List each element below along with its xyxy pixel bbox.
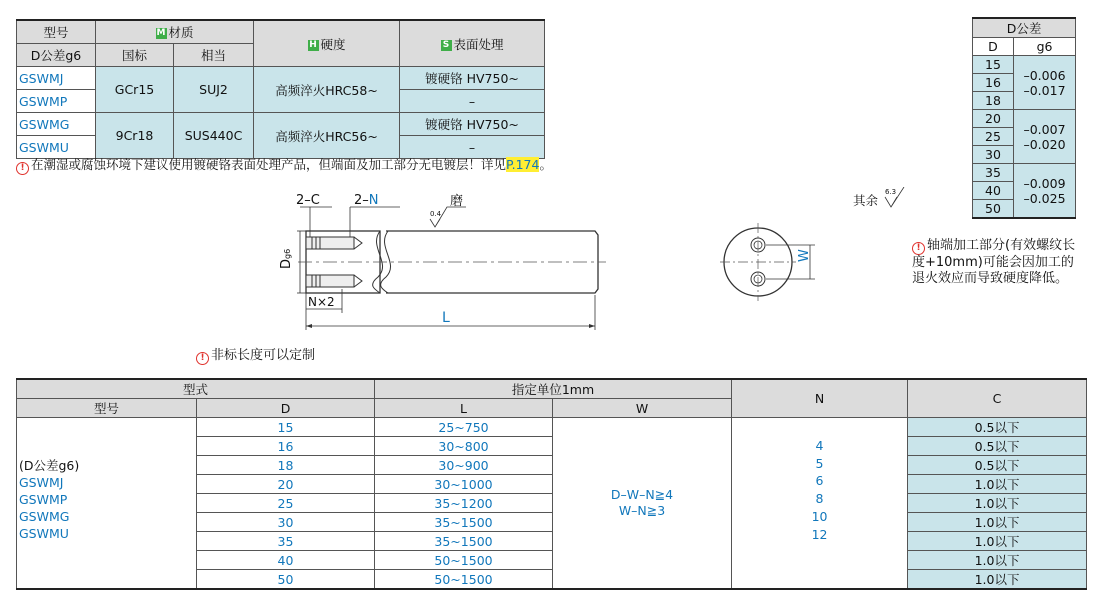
gb-cell: 9Cr18 [96, 113, 174, 159]
header-model: 型号 [17, 20, 96, 44]
n-value: 6 [815, 473, 824, 489]
roughness-symbol-icon [882, 187, 908, 211]
spec-table [16, 378, 1087, 590]
model-tol-label: (D公差g6) [19, 458, 80, 473]
material-badge: M [156, 28, 166, 38]
plating-note: ! 在潮湿或腐蚀环境下建议使用镀硬铬表面处理产品，但端面及加工部分无电镀层！详见P.174。 [16, 157, 552, 175]
model-name: GSWMP [19, 492, 68, 507]
tol-d-cell: 35 [973, 164, 1014, 182]
l-cell: 30~1000 [375, 475, 553, 494]
c-cell: 0.5以下 [908, 418, 1087, 437]
header-gb: 国标 [96, 44, 174, 67]
d-tolerance-table [972, 17, 1076, 219]
model-name: GSWMJ [19, 475, 64, 490]
page-link[interactable]: P.174 [506, 157, 540, 172]
surface-cell: – [400, 136, 545, 159]
c-cell: 1.0以下 [908, 475, 1087, 494]
tol-title: D公差 [973, 18, 1076, 38]
tol-d-cell: 15 [973, 56, 1014, 74]
label-w: W [797, 249, 812, 262]
custom-length-note: ! 非标长度可以定制 [196, 348, 315, 365]
c-cell: 1.0以下 [908, 513, 1087, 532]
tol-d-cell: 40 [973, 182, 1014, 200]
label-grind: 磨 [450, 194, 464, 209]
hardness-cell: 高频淬火HRC56~ [254, 113, 400, 159]
header-c: C [908, 379, 1087, 418]
surface-cell: 镀硬铬 HV750~ [400, 113, 545, 136]
svg-text:6.3: 6.3 [885, 188, 897, 196]
l-cell: 35~1200 [375, 494, 553, 513]
surface-cell: – [400, 90, 545, 113]
model-name: GSWMU [19, 526, 69, 541]
n-list-cell [732, 418, 908, 590]
header-hardness: H 硬度 [254, 20, 400, 67]
l-cell: 25~750 [375, 418, 553, 437]
c-cell: 0.5以下 [908, 437, 1087, 456]
tol-d-cell: 18 [973, 92, 1014, 110]
header-material: M 材质 [96, 20, 254, 44]
tol-range-cell: –0.007 –0.020 [1014, 110, 1076, 164]
tol-d-cell: 20 [973, 110, 1014, 128]
d-cell: 30 [197, 513, 375, 532]
c-cell: 1.0以下 [908, 532, 1087, 551]
w-rule-cell: D–W–N≧4 W–N≧3 [553, 418, 732, 590]
tol-range-cell: –0.009 –0.025 [1014, 164, 1076, 219]
d-cell: 20 [197, 475, 375, 494]
d-cell: 50 [197, 570, 375, 590]
roughness-rest: 其余 6.3 [853, 187, 908, 211]
header-type: 型式 [17, 379, 375, 399]
caution-icon: ! [912, 242, 925, 255]
tol-d-cell: 16 [973, 74, 1014, 92]
l-cell: 30~800 [375, 437, 553, 456]
hardness-cell: 高频淬火HRC58~ [254, 67, 400, 113]
label-dg6: Dg6 [279, 248, 294, 269]
header-unit: 指定单位1mm [375, 379, 732, 399]
threaded-hole [306, 237, 354, 249]
model-list-cell [17, 418, 197, 590]
caution-icon: ! [16, 162, 29, 175]
c-cell: 1.0以下 [908, 570, 1087, 590]
d-cell: 35 [197, 532, 375, 551]
model-cell: GSWMG [17, 113, 96, 136]
n-value: 10 [811, 508, 828, 524]
d-cell: 25 [197, 494, 375, 513]
n-value: 5 [815, 455, 824, 471]
d-cell: 15 [197, 418, 375, 437]
header-model: 型号 [17, 399, 197, 418]
c-cell: 1.0以下 [908, 551, 1087, 570]
model-name: GSWMG [19, 509, 70, 524]
l-cell: 35~1500 [375, 532, 553, 551]
l-cell: 30~900 [375, 456, 553, 475]
label-nx2: N×2 [308, 295, 335, 309]
c-cell: 0.5以下 [908, 456, 1087, 475]
header-surface: S 表面处理 [400, 20, 545, 67]
tol-range-cell: –0.006 –0.017 [1014, 56, 1076, 110]
d-cell: 18 [197, 456, 375, 475]
header-dtol: D公差g6 [17, 44, 96, 67]
anneal-note: ! 轴端加工部分(有效螺纹长度+10mm)可能会因加工的退火效应而导致硬度降低。 [912, 238, 1076, 286]
header-l: L [375, 399, 553, 418]
tol-d-cell: 50 [973, 200, 1014, 219]
label-2n: 2–N [354, 193, 379, 208]
roughness-04: 0.4 [430, 210, 442, 218]
tol-d-cell: 30 [973, 146, 1014, 164]
material-table [16, 19, 545, 159]
c-cell: 1.0以下 [908, 494, 1087, 513]
header-w: W [553, 399, 732, 418]
header-equiv: 相当 [174, 44, 254, 67]
n-value: 8 [815, 491, 824, 507]
surface-badge: S [441, 40, 452, 51]
label-l: L [442, 310, 450, 326]
shaft-drawing [270, 185, 830, 335]
caution-icon: ! [196, 352, 209, 365]
d-cell: 40 [197, 551, 375, 570]
tol-d-cell: 25 [973, 128, 1014, 146]
hardness-badge: H [309, 39, 317, 50]
model-cell: GSWMJ [17, 67, 96, 90]
header-n: N [732, 379, 908, 418]
equiv-cell: SUS440C [174, 113, 254, 159]
gb-cell: GCr15 [96, 67, 174, 113]
label-2c: 2–C [296, 193, 320, 208]
l-cell: 50~1500 [375, 551, 553, 570]
threaded-hole [306, 275, 354, 287]
l-cell: 50~1500 [375, 570, 553, 590]
l-cell: 35~1500 [375, 513, 553, 532]
d-cell: 16 [197, 437, 375, 456]
model-cell: GSWMU [17, 136, 96, 159]
n-value: 4 [815, 438, 824, 453]
model-cell: GSWMP [17, 90, 96, 113]
surface-cell: 镀硬铬 HV750~ [400, 67, 545, 90]
n-value: 12 [811, 526, 828, 542]
header-d: D [197, 399, 375, 418]
equiv-cell: SUJ2 [174, 67, 254, 113]
tol-header-d: D [973, 38, 1014, 56]
tol-header-g6: g6 [1014, 38, 1076, 56]
